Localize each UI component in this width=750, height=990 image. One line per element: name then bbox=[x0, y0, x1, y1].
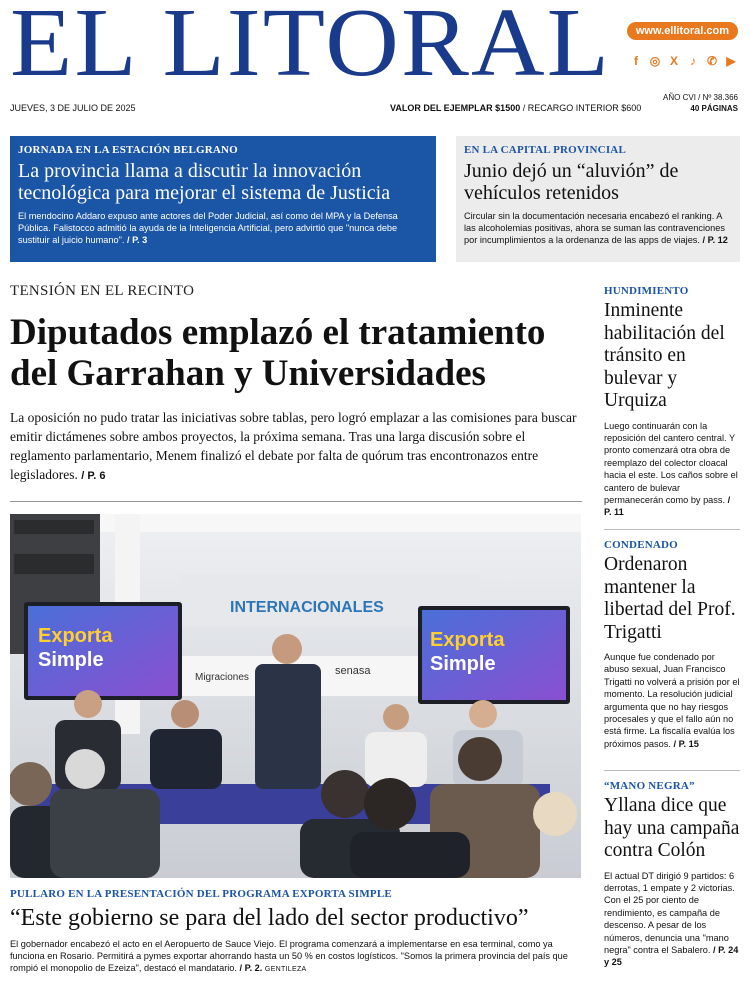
x-icon[interactable]: X bbox=[669, 54, 678, 68]
sidebar-story[interactable] bbox=[604, 780, 740, 969]
instagram-icon[interactable]: ◎ bbox=[649, 54, 661, 68]
story-body: El actual DT dirigió 9 partidos: 6 derrotas, 1 empate y 2 victorias. Con el 25 por ciento de rendimiento, es campaña de descenso. A pesar de los números, denuncia una "mano negra" contra el Sabalero. bbox=[604, 870, 735, 955]
newspaper-logo[interactable]: EL LITORAL bbox=[10, 0, 612, 97]
story-body: Aunque fue condenado por abuso sexual, Juan Francisco Trigatti no volverá a prisión por el momento. La resolución judicial argumenta que no hay riesgos procesales y que el fallo aún no está firme. La fiscalía evalúa los próximos pasos. bbox=[604, 652, 740, 749]
price-label: VALOR DEL EJEMPLAR $1500 bbox=[390, 103, 521, 113]
photo-illustration bbox=[10, 514, 581, 878]
story-body: El mendocino Addaro expuso ante actores del Poder Judicial, así como del MPA y la Defensa Pública. Falistocco admitió la ayuda de la Inteligencia Artificial, pero advirtió que "nunca debe sustituir al juicio humano". bbox=[18, 211, 398, 245]
photo-credit: GENTILEZA bbox=[264, 966, 307, 973]
screen-text-line1: Exporta bbox=[430, 629, 505, 651]
story-kicker: JORNADA EN LA ESTACIÓN BELGRANO bbox=[18, 144, 238, 156]
story-headline[interactable]: Ordenaron mantener la libertad del Prof. Trigatti bbox=[604, 554, 736, 643]
social-links bbox=[629, 54, 738, 68]
logo-right-text: senasa bbox=[335, 665, 371, 677]
facebook-icon[interactable]: f bbox=[634, 54, 638, 68]
story-kicker: EN LA CAPITAL PROVINCIAL bbox=[464, 144, 626, 156]
main-story-headline[interactable]: Diputados emplazó el tratamiento del Garrahan y Universidades bbox=[10, 312, 546, 394]
story-summary bbox=[18, 210, 428, 246]
divider bbox=[604, 529, 740, 530]
logo-left-text: Migraciones bbox=[195, 672, 249, 683]
page-count: 40 PÁGINAS bbox=[690, 104, 738, 113]
story-headline[interactable]: La provincia llama a discutir la innovación tecnológica para mejorar el sistema de Justicia bbox=[18, 160, 391, 204]
caption-body: El gobernador encabezó el acto en el Aeropuerto de Sauce Viejo. El programa comenzará a implementarse en esa terminal, como ya funciona en Rosario. Permitirá a pymes exportar ahorrando hasta un 50 % en costos logísticos. "Somos la primera provincia del país que rompió el monopolio de Ezeiza", destacó el mandatario. bbox=[10, 939, 568, 973]
caption-headline[interactable]: “Este gobierno se para del lado del sector productivo” bbox=[10, 905, 529, 931]
banner-text: INTERNACIONALES bbox=[230, 599, 384, 616]
issue-price bbox=[390, 103, 641, 113]
masthead bbox=[10, 0, 610, 95]
story-kicker: CONDENADO bbox=[604, 539, 678, 551]
story-summary bbox=[464, 210, 732, 246]
screen-text-line1: Exporta bbox=[38, 625, 113, 647]
event-photo[interactable] bbox=[10, 514, 581, 878]
edition-info bbox=[663, 92, 738, 114]
story-kicker: HUNDIMIENTO bbox=[604, 285, 689, 297]
story-summary bbox=[604, 870, 740, 969]
story-kicker: “MANO NEGRA” bbox=[604, 780, 695, 792]
caption-kicker: PULLARO EN LA PRESENTACIÓN DEL PROGRAMA EXPORTA SIMPLE bbox=[10, 888, 392, 900]
screen-text-line2: Simple bbox=[430, 653, 496, 675]
dateline bbox=[10, 103, 740, 117]
story-headline[interactable]: Inminente habilitación del tránsito en bulevar y Urquiza bbox=[604, 300, 725, 411]
page-ref: / P. 24 y 25 bbox=[604, 944, 739, 968]
caption-summary bbox=[10, 938, 582, 976]
page-ref: / P. 6 bbox=[81, 470, 106, 482]
story-headline[interactable]: Junio dejó un “aluvión” de vehículos retenidos bbox=[464, 160, 679, 204]
issue-date: JUEVES, 3 DE JULIO DE 2025 bbox=[10, 103, 136, 113]
top-story-left[interactable] bbox=[10, 136, 436, 262]
page-ref: / P. 3 bbox=[126, 235, 148, 245]
edition-number: AÑO CVI / Nº 38.366 bbox=[663, 93, 738, 102]
page-ref: / P. 11 bbox=[604, 494, 731, 518]
website-link[interactable]: www.ellitoral.com bbox=[627, 22, 738, 40]
page-ref: / P. 12 bbox=[702, 235, 728, 245]
story-summary bbox=[604, 651, 740, 750]
screen-text-line2: Simple bbox=[38, 649, 104, 671]
story-headline[interactable]: Yllana dice que hay una campaña contra Colón bbox=[604, 795, 740, 861]
sidebar-story[interactable] bbox=[604, 539, 740, 750]
story-summary bbox=[604, 420, 740, 519]
story-body: Luego continuarán con la reposición del cantero central. Y pronto comenzará otra obra de reemplazo del colector cloacal hacia el este. Los caños sobre el cantero de bulevar permanecerán como by pass. bbox=[604, 420, 738, 505]
page-ref: / P. 15 bbox=[673, 738, 699, 749]
surcharge-label: / RECARGO INTERIOR $600 bbox=[522, 103, 642, 113]
youtube-icon[interactable]: ▶ bbox=[726, 54, 736, 68]
main-story-kicker: TENSIÓN EN EL RECINTO bbox=[10, 283, 195, 299]
photo-caption bbox=[10, 888, 582, 976]
main-story-summary bbox=[10, 408, 582, 486]
sidebar-story[interactable] bbox=[604, 285, 740, 519]
divider bbox=[10, 501, 582, 502]
whatsapp-icon[interactable]: ✆ bbox=[706, 54, 718, 68]
top-story-right[interactable] bbox=[456, 136, 740, 262]
tiktok-icon[interactable]: ♪ bbox=[690, 54, 696, 68]
divider bbox=[604, 770, 740, 771]
page-ref: / P. 2. bbox=[239, 963, 263, 973]
main-story-body: La oposición no pudo tratar las iniciativas sobre tablas, pero logró emplazar a las comisiones para buscar emitir dictámenes sobre ambos proyectos, la próxima semana. Tras una larga discusión sobre el reglamento parlamentario, Menem finalizó el debate por falta de quórum tras encontronazos entre legisladores. bbox=[10, 410, 577, 482]
story-body: Circular sin la documentación necesaria encabezó el ranking. A las alcoholemias positivas, ahora se suman las contravenciones por incumplimientos a la ordenanza de las apps de viajes. bbox=[464, 211, 725, 245]
